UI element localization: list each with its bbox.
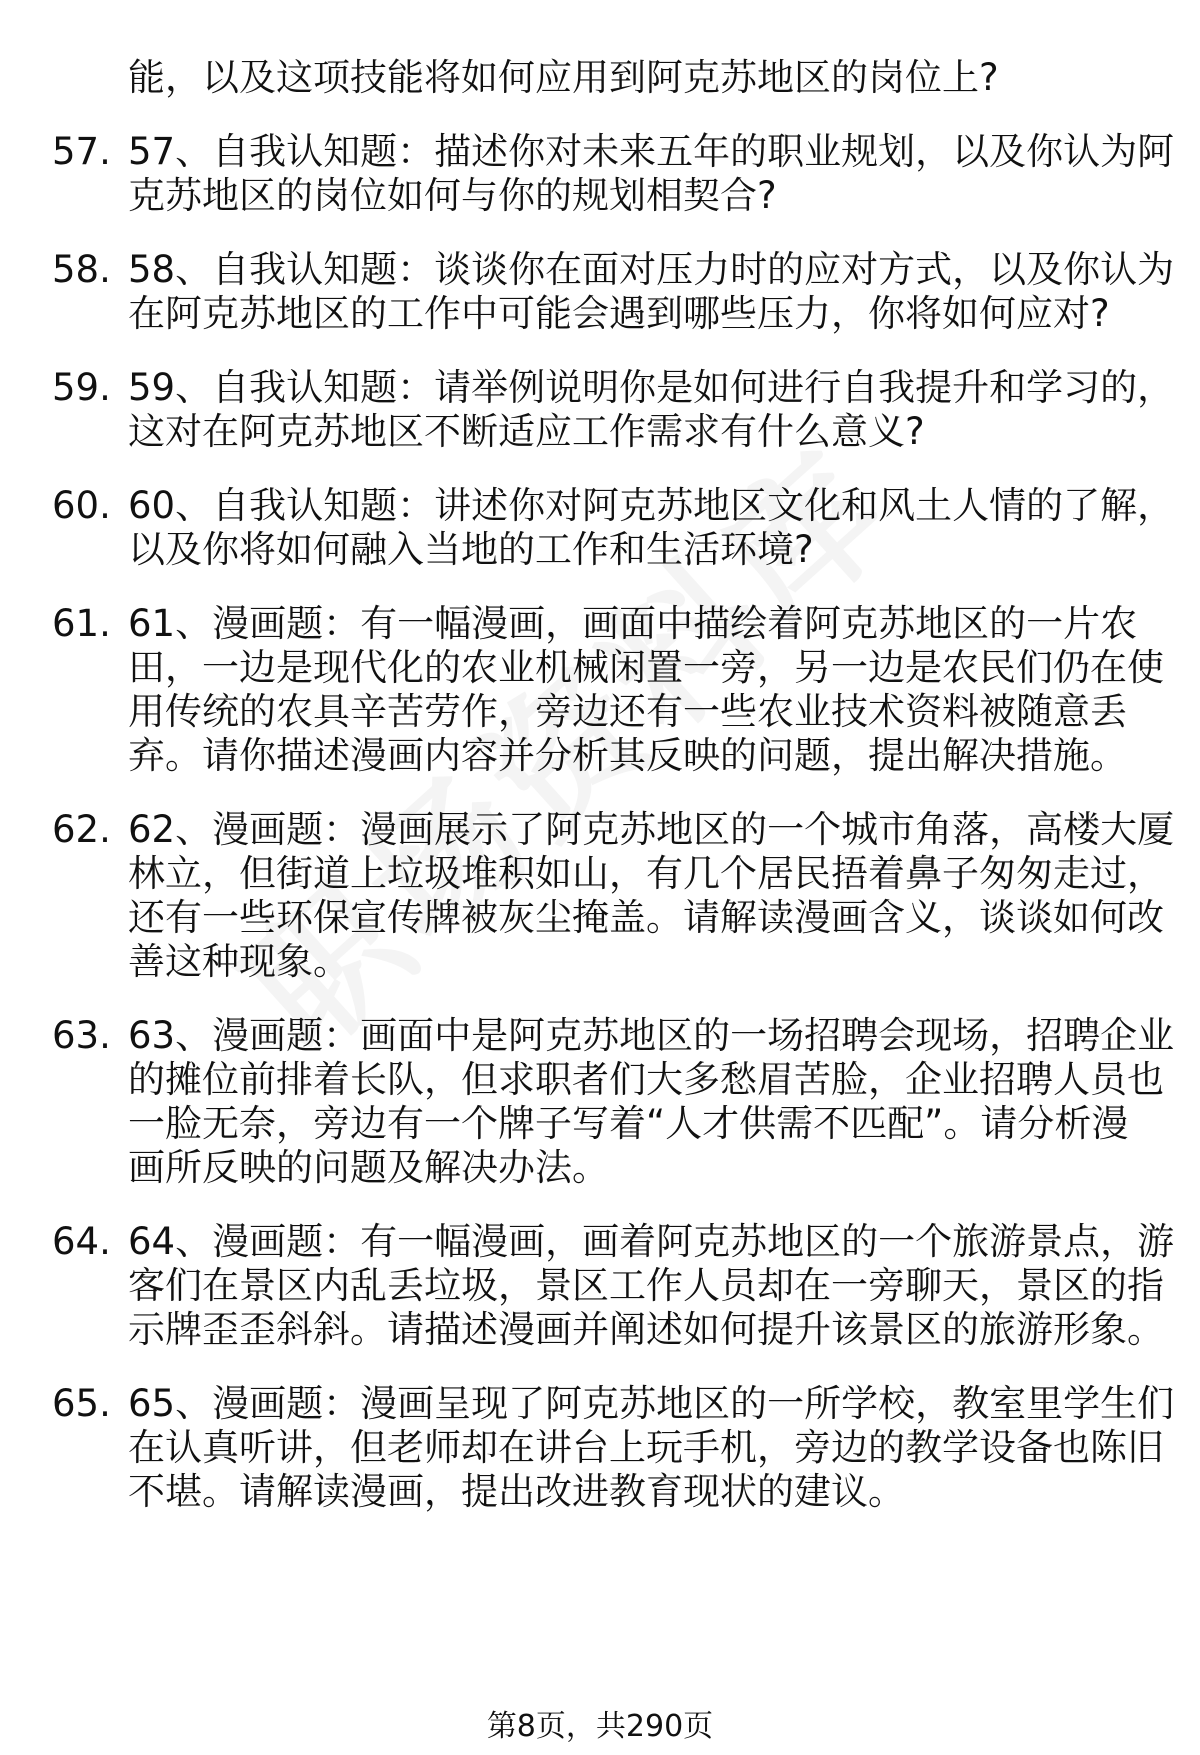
text-line: 画所反映的问题及解决办法。 bbox=[128, 1146, 609, 1189]
item-number: 57. bbox=[52, 130, 111, 173]
item-number: 61. bbox=[52, 602, 111, 645]
text-line: 一脸无奈，旁边有一个牌子写着“人才供需不匹配”。请分析漫 bbox=[128, 1102, 1129, 1145]
text-line: 60、自我认知题：讲述你对阿克苏地区文化和风土人情的了解， bbox=[128, 484, 1175, 527]
text-line: 57、自我认知题：描述你对未来五年的职业规划，以及你认为阿 bbox=[128, 130, 1175, 173]
text-line: 65、漫画题：漫画呈现了阿克苏地区的一所学校，教室里学生们 bbox=[128, 1382, 1175, 1425]
text-line: 以及你将如何融入当地的工作和生活环境? bbox=[128, 528, 814, 571]
text-line: 63、漫画题：画面中是阿克苏地区的一场招聘会现场，招聘企业 bbox=[128, 1014, 1175, 1057]
text-line: 64、漫画题：有一幅漫画，画着阿克苏地区的一个旅游景点，游 bbox=[128, 1220, 1175, 1263]
text-line: 在认真听讲，但老师却在讲台上玩手机，旁边的教学设备也陈旧 bbox=[128, 1426, 1164, 1469]
text-line: 用传统的农具辛苦劳作，旁边还有一些农业技术资料被随意丢 bbox=[128, 690, 1127, 733]
text-line: 的摊位前排着长队，但求职者们大多愁眉苦脸，企业招聘人员也 bbox=[128, 1058, 1164, 1101]
item-number: 59. bbox=[52, 366, 111, 409]
text-line: 弃。请你描述漫画内容并分析其反映的问题，提出解决措施。 bbox=[128, 734, 1127, 777]
text-line: 这对在阿克苏地区不断适应工作需求有什么意义? bbox=[128, 410, 925, 453]
text-line: 林立，但街道上垃圾堆积如山，有几个居民捂着鼻子匆匆走过， bbox=[128, 852, 1164, 895]
item-number: 65. bbox=[52, 1382, 111, 1425]
text-line: 示牌歪歪斜斜。请描述漫画并阐述如何提升该景区的旅游形象。 bbox=[128, 1308, 1164, 1351]
text-line: 59、自我认知题：请举例说明你是如何进行自我提升和学习的， bbox=[128, 366, 1175, 409]
text-line: 61、漫画题：有一幅漫画，画面中描绘着阿克苏地区的一片农 bbox=[128, 602, 1138, 645]
item-number: 62. bbox=[52, 808, 111, 851]
text-line: 62、漫画题：漫画展示了阿克苏地区的一个城市角落，高楼大厦 bbox=[128, 808, 1175, 851]
item-number: 58. bbox=[52, 248, 111, 291]
item-number: 64. bbox=[52, 1220, 111, 1263]
page-footer: 第8页，共290页 bbox=[486, 1709, 714, 1744]
item-number: 63. bbox=[52, 1014, 111, 1057]
text-line: 克苏地区的岗位如何与你的规划相契合? bbox=[128, 174, 777, 217]
text-line: 在阿克苏地区的工作中可能会遇到哪些压力，你将如何应对? bbox=[128, 292, 1110, 335]
text-line: 客们在景区内乱丢垃圾，景区工作人员却在一旁聊天，景区的指 bbox=[128, 1264, 1164, 1307]
text-line: 不堪。请解读漫画，提出改进教育现状的建议。 bbox=[128, 1470, 905, 1513]
text-line: 还有一些环保宣传牌被灰尘掩盖。请解读漫画含义，谈谈如何改 bbox=[128, 896, 1164, 939]
text-line: 田，一边是现代化的农业机械闲置一旁，另一边是农民们仍在使 bbox=[128, 646, 1164, 689]
item-number: 60. bbox=[52, 484, 111, 527]
text-line: 善这种现象。 bbox=[128, 940, 350, 983]
text-line: 能，以及这项技能将如何应用到阿克苏地区的岗位上? bbox=[128, 56, 999, 99]
text-line: 58、自我认知题：谈谈你在面对压力时的应对方式，以及你认为 bbox=[128, 248, 1175, 291]
